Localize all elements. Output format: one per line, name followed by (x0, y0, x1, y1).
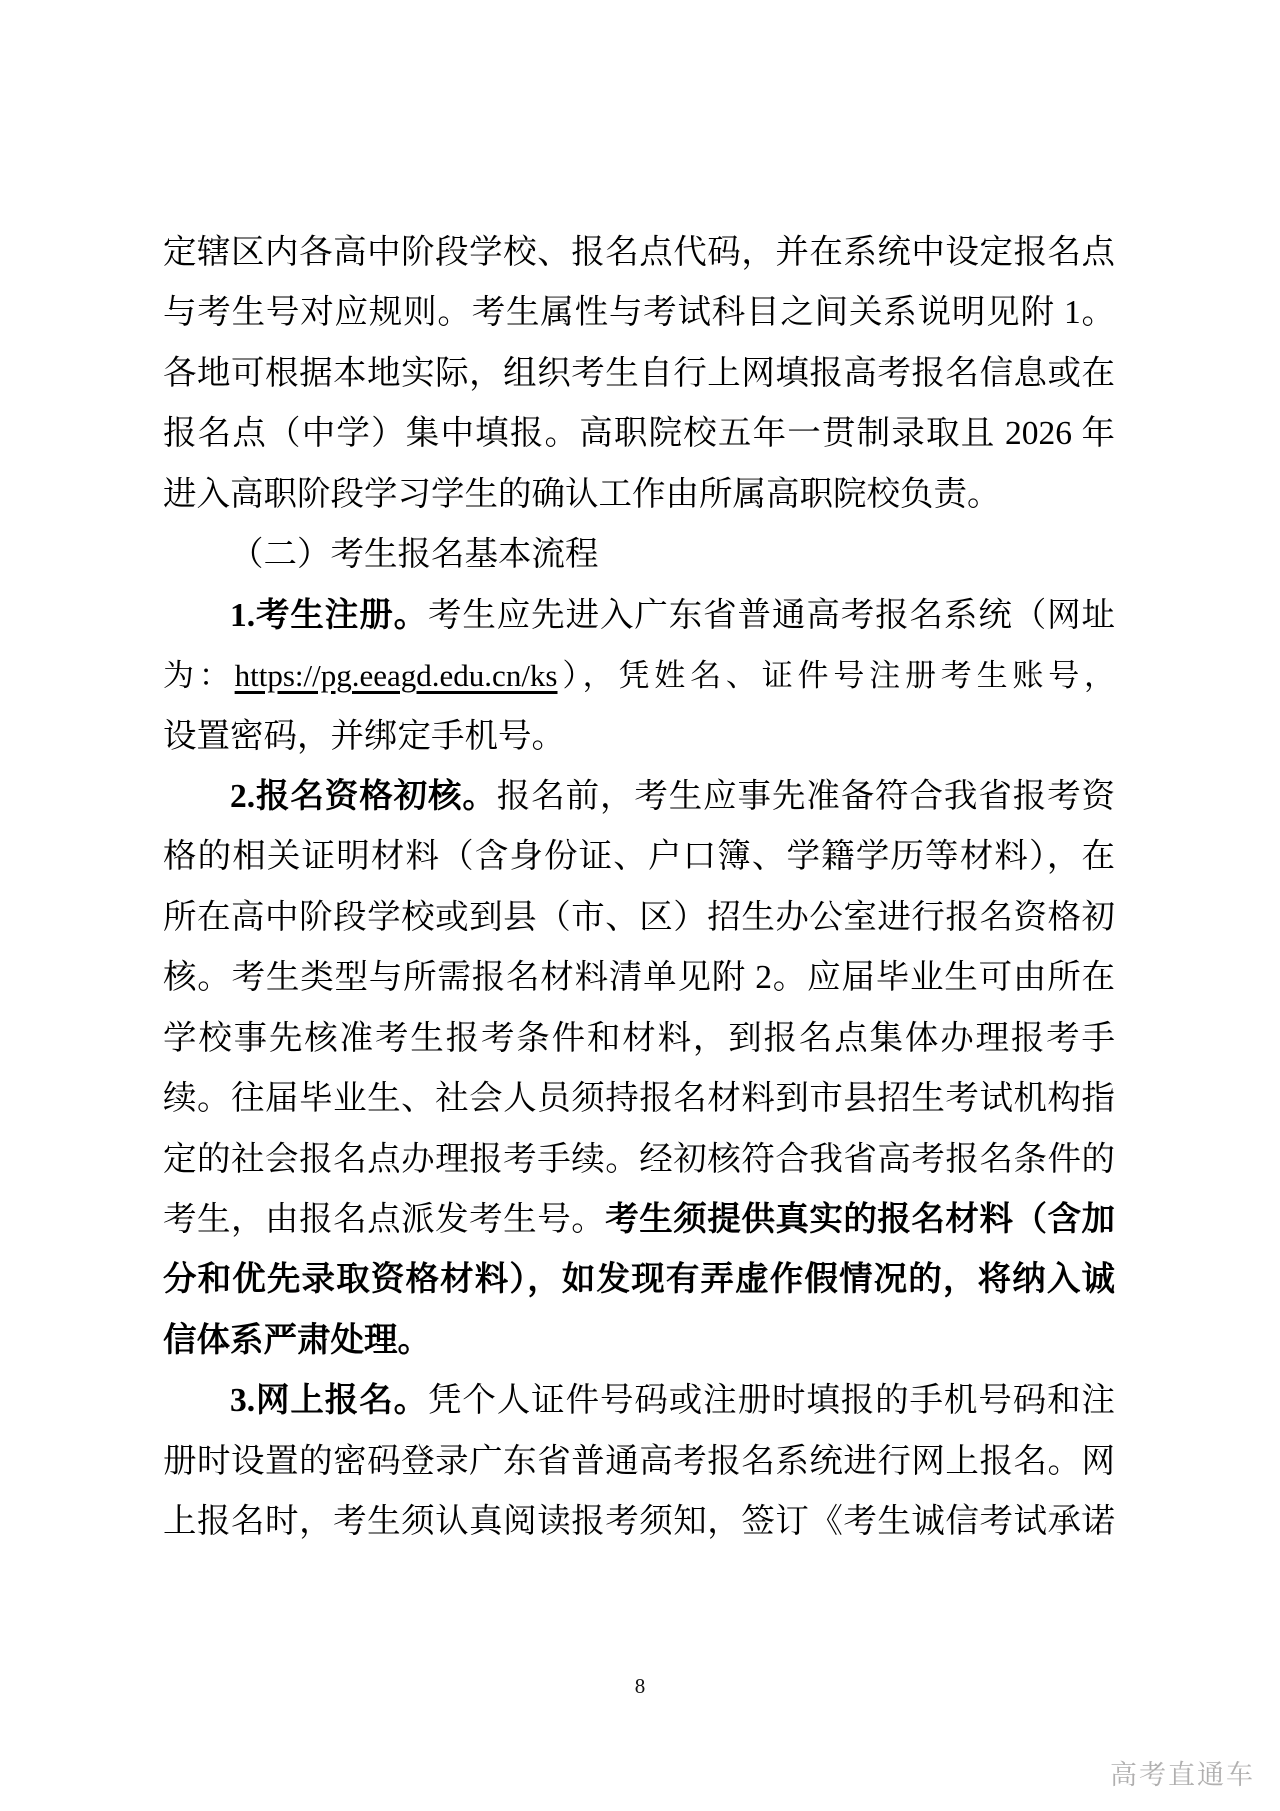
text-segment: 考生应先进入广东省普通高考报名系统（网址 (428, 596, 1115, 634)
text-segment: 册时设置的密码登录广东省普通高考报名系统进行网上报名。网 (163, 1442, 1115, 1480)
text-line (163, 1250, 1115, 1310)
text-segment: 考生，由报名点派发考生号。 (163, 1201, 606, 1238)
text-line (163, 1371, 1115, 1431)
text-line (163, 1311, 1115, 1371)
text-segment: 考生须提供真实的报名材料（含加 (605, 1201, 1115, 1238)
text-segment: 与考生号对应规则。考生属性与考试科目之间关系说明见附 1。 (163, 294, 1115, 332)
text-segment: 凭个人证件号码或注册时填报的手机号码和注 (428, 1382, 1115, 1420)
text-segment: 分和优先录取资格材料），如发现有弄虚作假情况的，将纳入诚 (163, 1261, 1115, 1299)
text-line (163, 1069, 1115, 1129)
text-line (163, 767, 1115, 827)
text-line (163, 1130, 1115, 1190)
page-number: 8 (634, 1674, 646, 1698)
text-line (163, 1432, 1115, 1492)
text-segment: 进入高职阶段学习学生的确认工作由所属高职院校负责。 (163, 475, 1001, 513)
text-line (163, 646, 1115, 706)
text-segment: 信体系严肃处理。 (163, 1321, 431, 1359)
text-line (163, 1492, 1115, 1552)
watermark: 高考直通车 (1110, 1760, 1255, 1790)
text-segment: 1.考生注册。 (230, 596, 428, 634)
text-segment: 核。考生类型与所需报名材料清单见附 2。应届毕业生可由所在 (163, 959, 1115, 997)
text-segment: 报名前，考生应事先准备符合我省报考资 (496, 777, 1115, 815)
section-heading (163, 525, 1115, 585)
registration-url-link[interactable]: https://pg.eeagd.edu.cn/ks (234, 658, 558, 694)
text-line (163, 827, 1115, 887)
text-segment: 定辖区内各高中阶段学校、报名点代码，并在系统中设定报名点 (163, 234, 1115, 271)
text-segment: 定的社会报名点办理报考手续。经初核符合我省高考报名条件的 (163, 1140, 1115, 1178)
text-segment: 上报名时，考生须认真阅读报考须知，签订《考生诚信考试承诺 (163, 1503, 1115, 1541)
text-segment: （二）考生报名基本流程 (230, 536, 599, 574)
text-segment: ），凭姓名、证件号注册考生账号， (557, 658, 1115, 694)
text-segment: 3.网上报名。 (230, 1382, 428, 1420)
text-line (163, 465, 1115, 525)
text-line (163, 404, 1115, 464)
text-segment: 各地可根据本地实际，组织考生自行上网填报高考报名信息或在 (163, 354, 1115, 392)
text-line (163, 283, 1115, 343)
document-body (163, 223, 1115, 1553)
text-line (163, 1190, 1115, 1250)
text-line (163, 1009, 1115, 1069)
text-segment: 格的相关证明材料（含身份证、户口簿、学籍学历等材料），在 (163, 838, 1115, 876)
text-line (163, 223, 1115, 283)
text-line (163, 888, 1115, 948)
text-segment: 为： (163, 658, 235, 694)
text-segment: 续。往届毕业生、社会人员须持报名材料到市县招生考试机构指 (163, 1080, 1115, 1118)
text-segment: 所在高中阶段学校或到县（市、区）招生办公室进行报名资格初 (163, 898, 1115, 936)
text-segment: 报名点（中学）集中填报。高职院校五年一贯制录取且 2026 年 (163, 415, 1115, 453)
text-segment: 学校事先核准考生报考条件和材料，到报名点集体办理报考手 (163, 1019, 1115, 1057)
text-segment: 设置密码，并绑定手机号。 (163, 717, 565, 755)
text-line (163, 948, 1115, 1008)
text-line (163, 344, 1115, 404)
text-line (163, 707, 1115, 767)
text-line (163, 586, 1115, 646)
text-segment: 2.报名资格初核。 (230, 777, 497, 815)
